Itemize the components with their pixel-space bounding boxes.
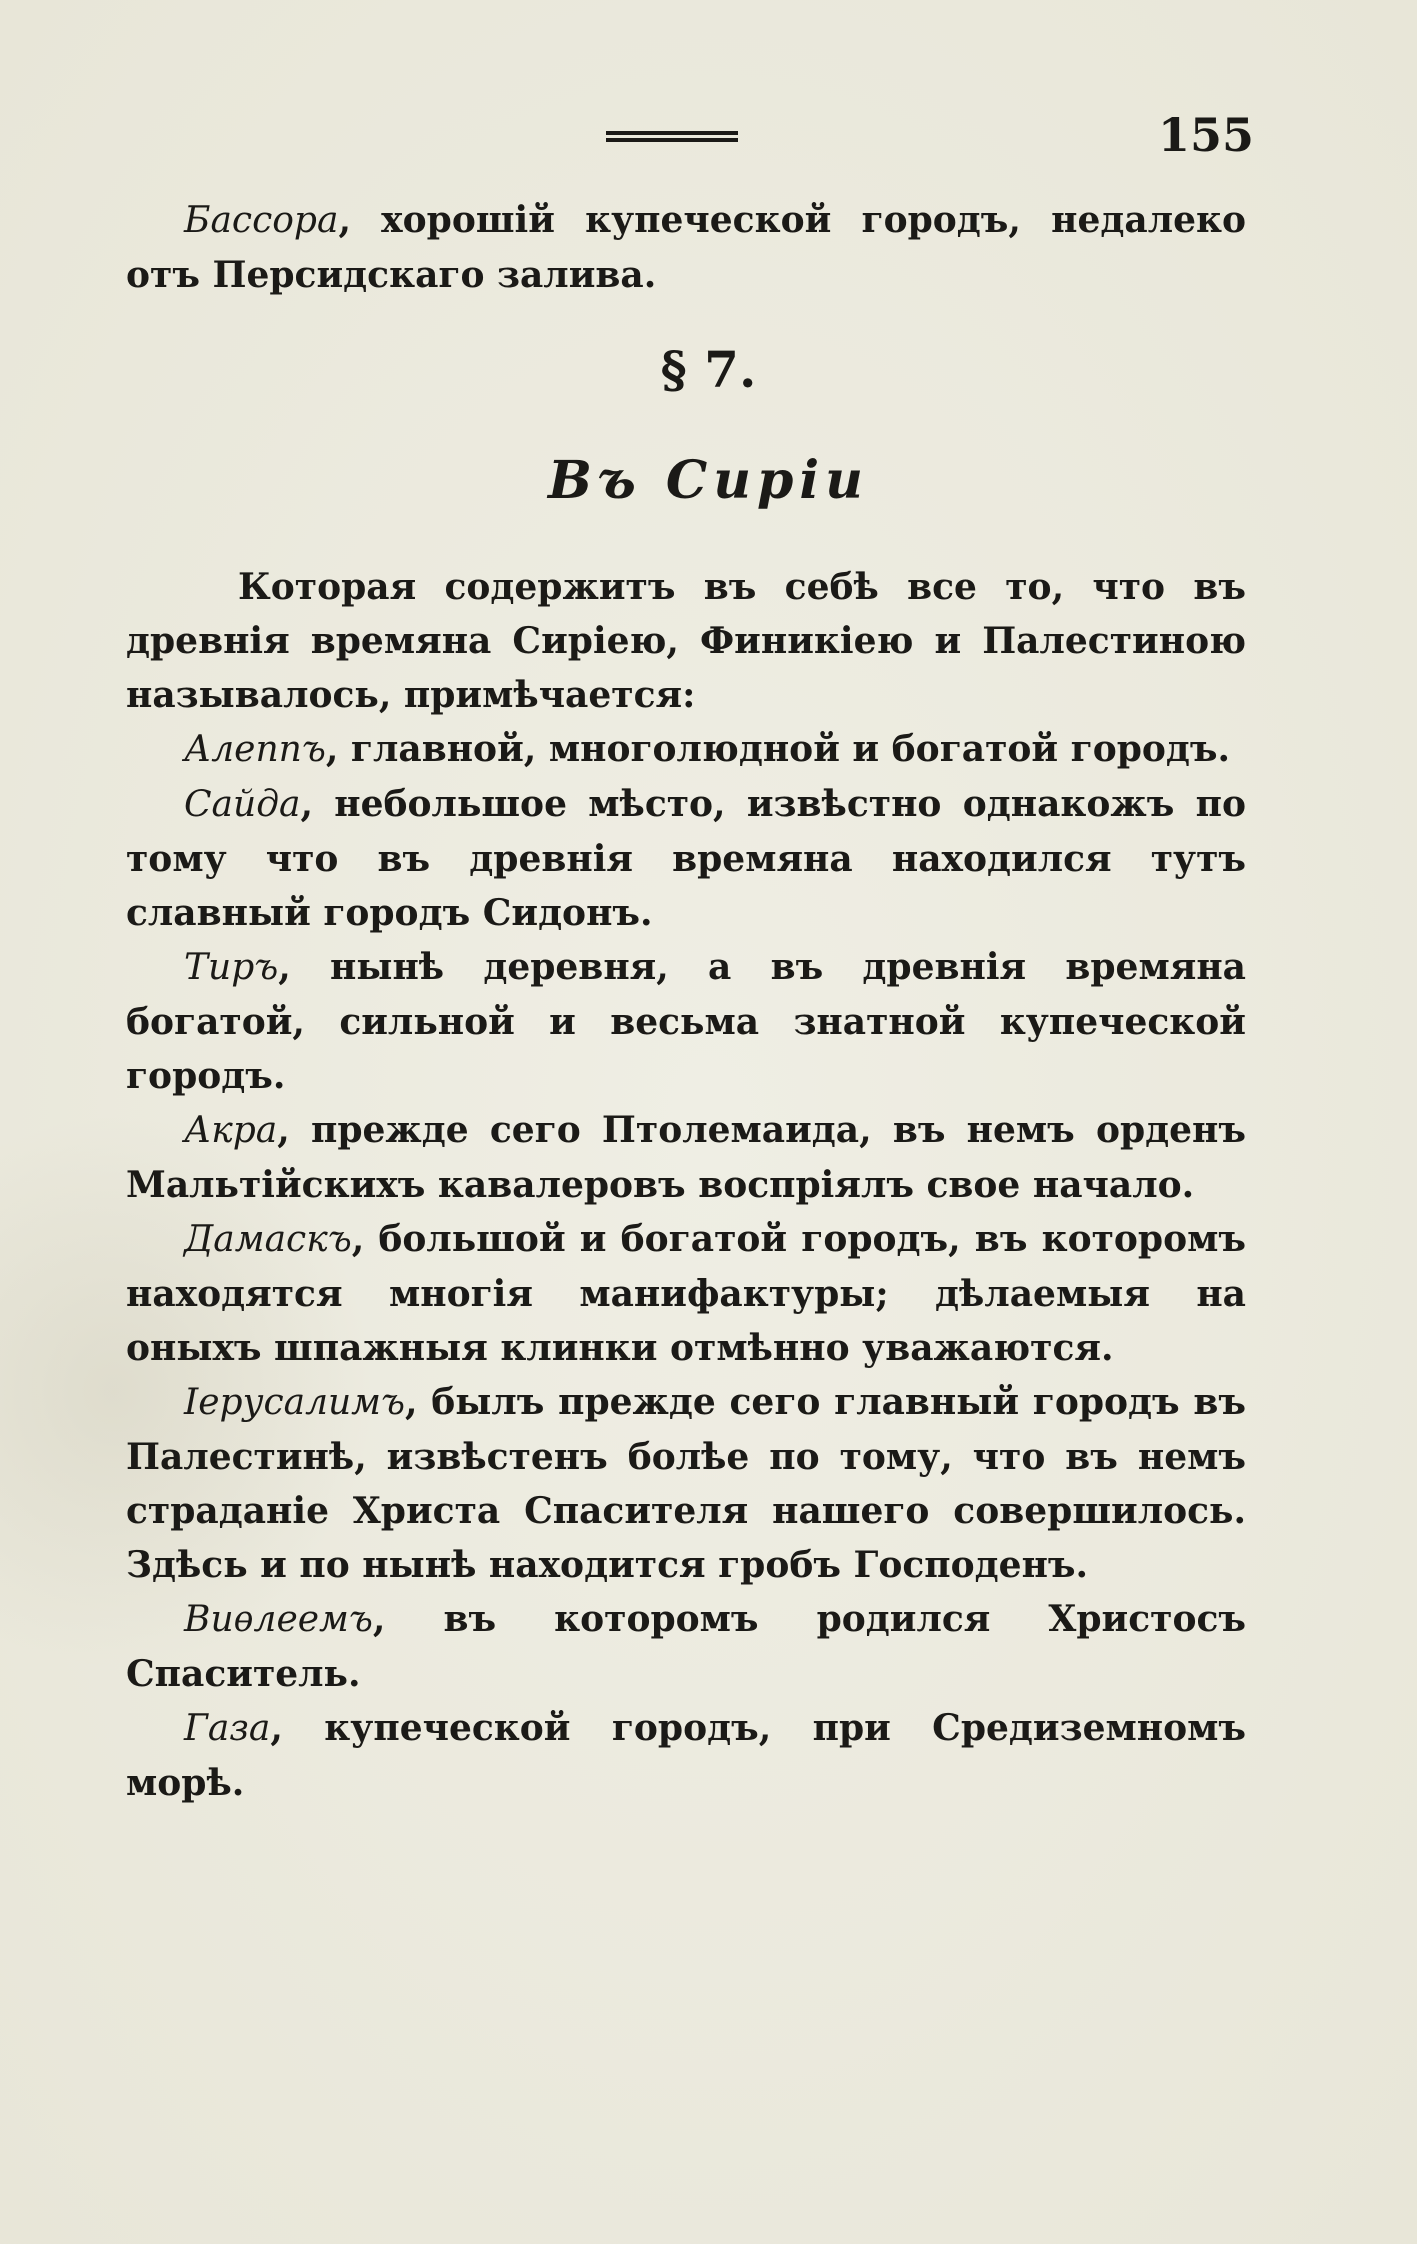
- entry-paragraph: [126, 722, 1246, 777]
- entry-text: , хорошій купеческой городъ, недалеко отъ Персидскаго залива.: [126, 199, 1246, 296]
- place-name: Акра: [184, 1110, 278, 1151]
- entry-text: , въ которомъ родился Христосъ Спаситель.: [126, 1598, 1246, 1695]
- place-name: Дамаскъ: [184, 1219, 352, 1260]
- entry-paragraph: [126, 1103, 1246, 1212]
- section-body: [126, 560, 1246, 1810]
- entry-paragraph: [126, 940, 1246, 1103]
- entry-paragraph: [126, 1375, 1246, 1592]
- entry-text: , большой и богатой городъ, въ которомъ находятся многія манифактуры; дѣлаемыя на оныхъ шпажныя клинки отмѣнно уважаются.: [126, 1218, 1246, 1369]
- header-rule: [606, 131, 738, 143]
- lead-paragraph: Которая содержитъ въ себѣ все то, что въ древнія времяна Сиріею, Финикіею и Палестиною называлось, примѣчается:: [126, 566, 1246, 716]
- intro-paragraph: [126, 193, 1246, 302]
- section-heading: Въ Сиріи: [548, 450, 869, 511]
- header-rule-line-bottom: [606, 138, 738, 142]
- entry-text: , небольшое мѣсто, извѣстно однакожъ по тому что въ древнія времяна находился тутъ славный городъ Сидонъ.: [126, 783, 1246, 934]
- entry-text: , нынѣ деревня, а въ древнія времяна богатой, сильной и весьма знатной купеческой городъ.: [126, 946, 1246, 1097]
- header-rule-line-top: [606, 131, 738, 135]
- entry-paragraph: [126, 1592, 1246, 1701]
- page-number: 155: [1158, 108, 1255, 162]
- entry-text: , прежде сего Птолемаида, въ немъ орденъ Мальтійскихъ кавалеровъ воспріялъ свое начало.: [126, 1109, 1246, 1206]
- entry-text: , купеческой городъ, при Средиземномъ морѣ.: [126, 1707, 1246, 1804]
- place-name: Іерусалимъ: [184, 1382, 406, 1423]
- place-name: Алеппъ: [184, 729, 326, 770]
- entry-text: , былъ прежде сего главный городъ въ Палестинѣ, извѣстенъ болѣе по тому, что въ немъ страданіе Христа Спасителя нашего совершилось. Здѣсь и по нынѣ находится гробъ Господенъ.: [126, 1381, 1246, 1586]
- entry-text: , главной, многолюдной и богатой городъ.: [325, 728, 1231, 770]
- entry-paragraph: [126, 1212, 1246, 1375]
- entry-paragraph: [126, 777, 1246, 940]
- place-name: Тиръ: [184, 947, 279, 988]
- place-name: Газа: [184, 1708, 271, 1749]
- place-name: Виѳлеемъ: [184, 1599, 373, 1640]
- section-number: § 7.: [660, 340, 757, 399]
- entry-paragraph: [126, 1701, 1246, 1810]
- place-name: Сайда: [184, 784, 301, 825]
- place-name: Бассора: [184, 200, 339, 241]
